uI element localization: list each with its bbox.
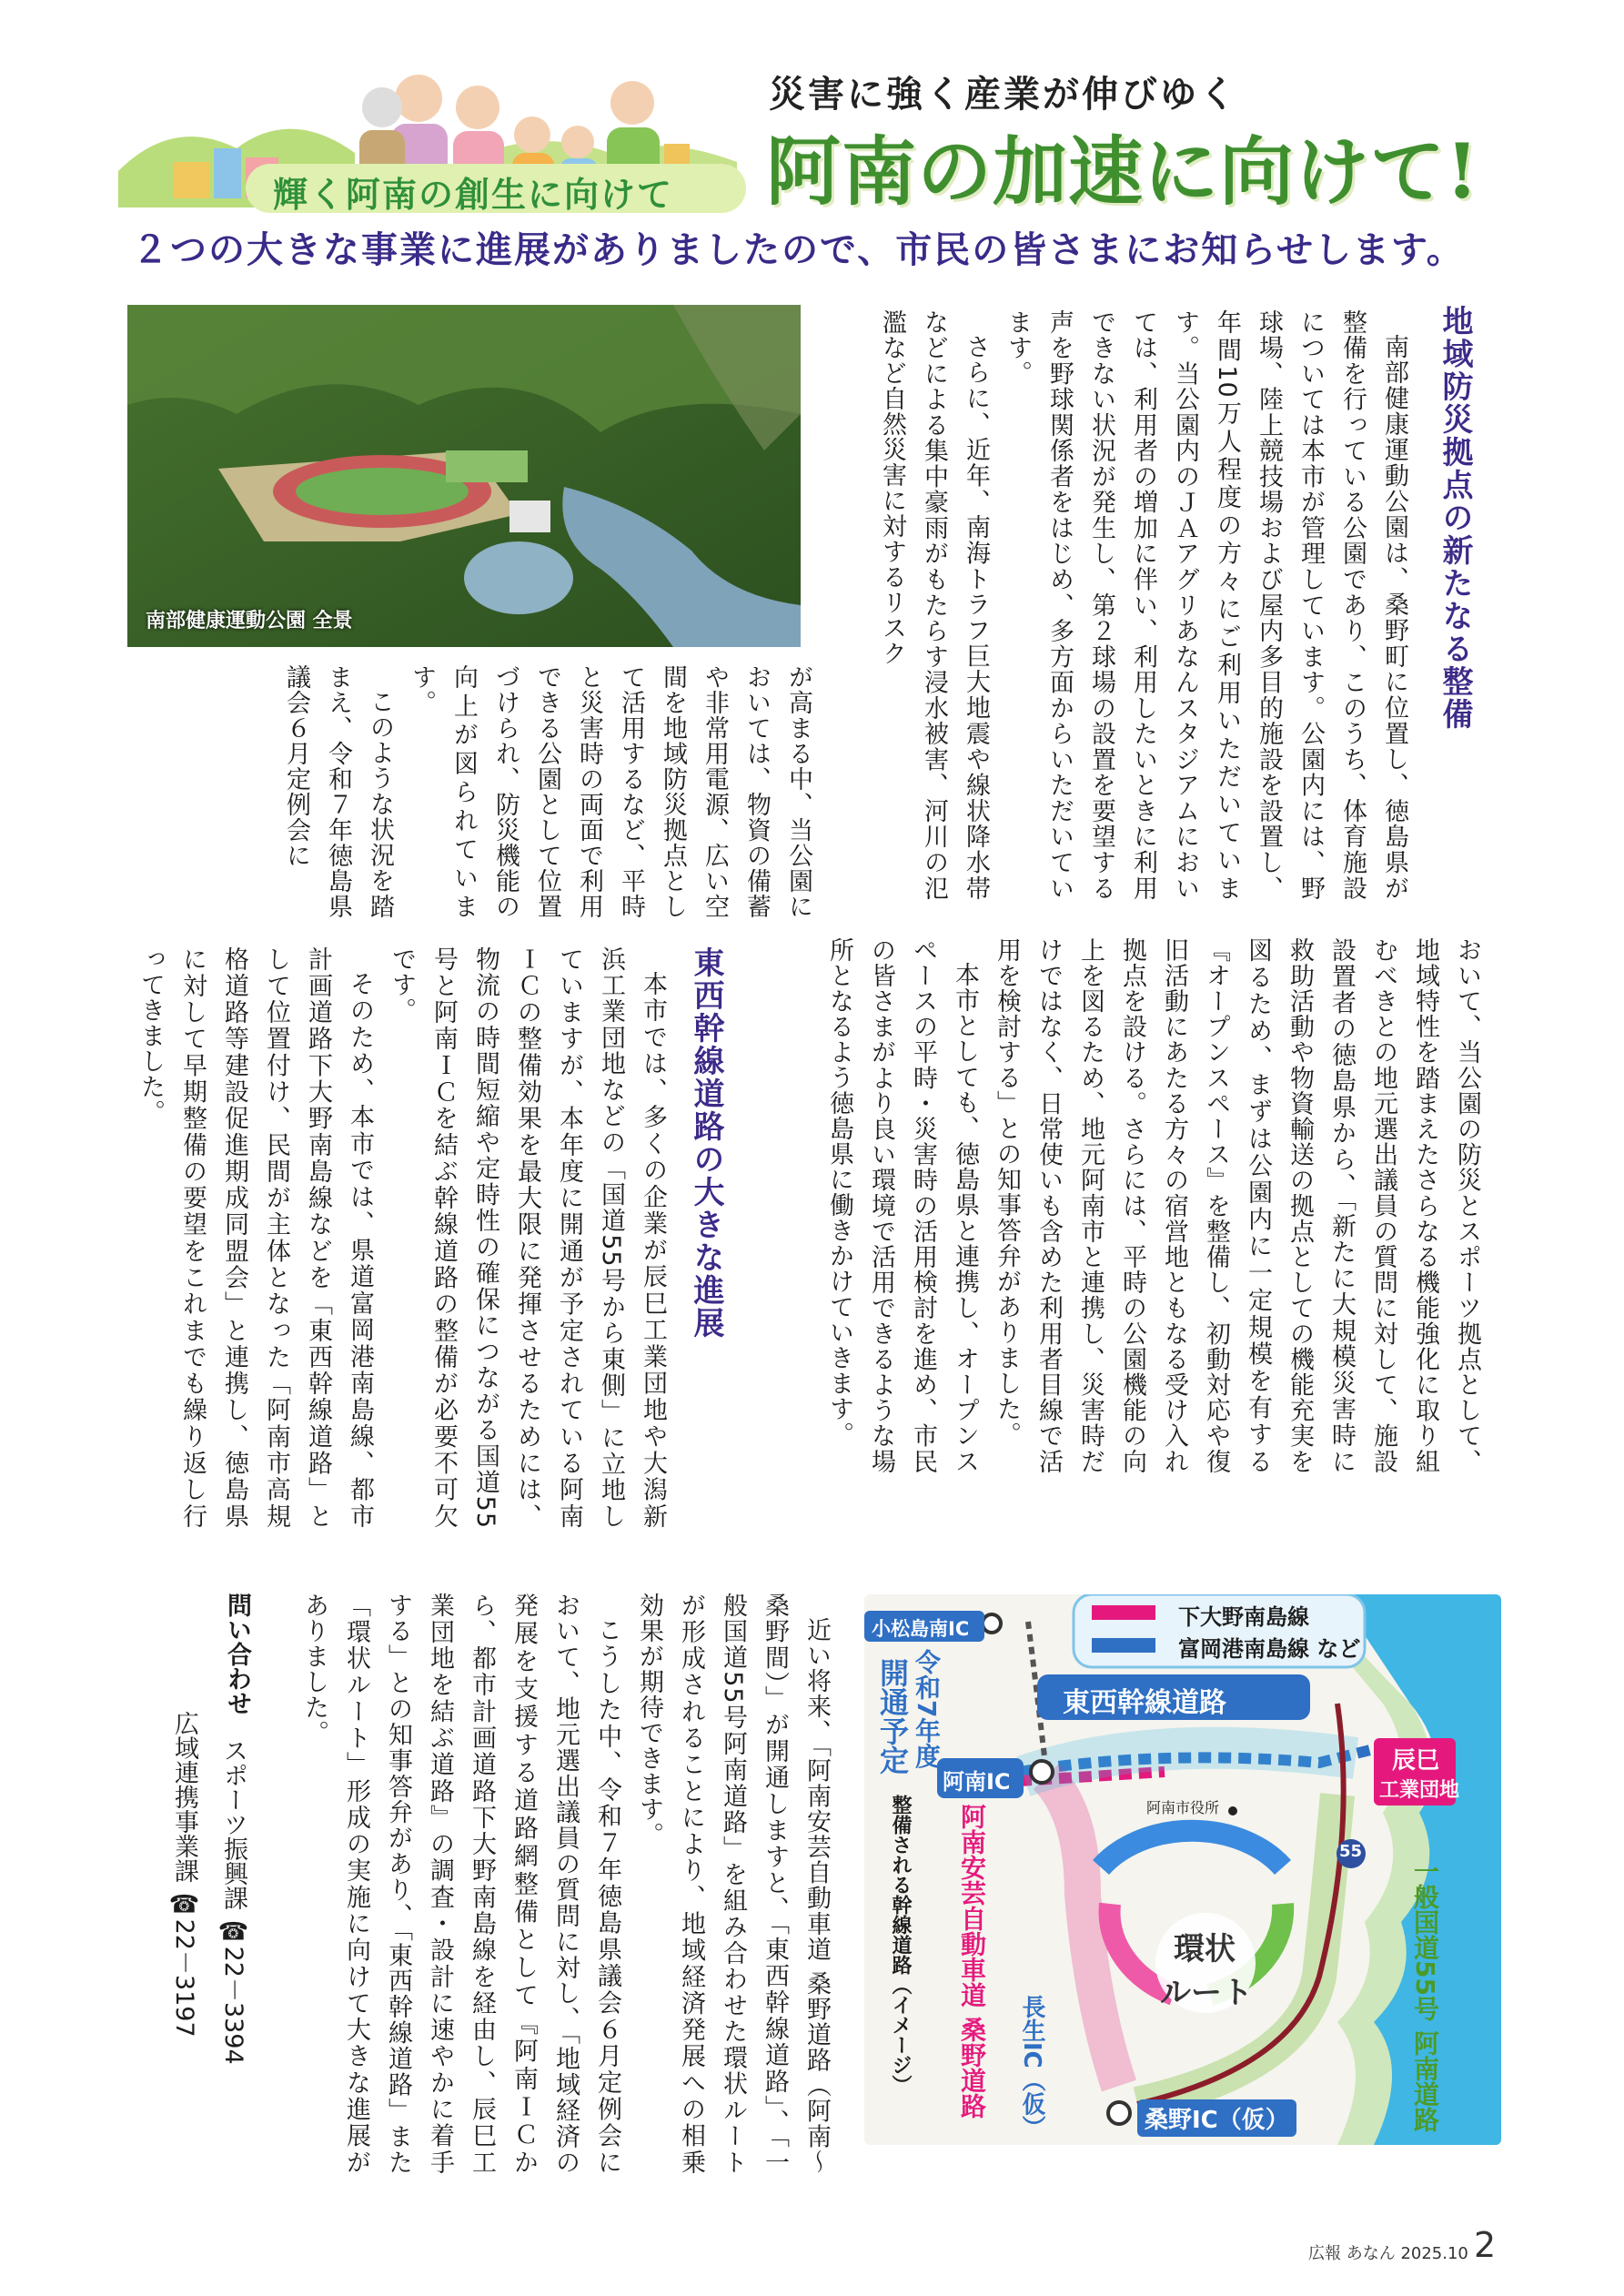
section2-para-2: そのため、本市では、県道富岡港南島線、都市計画道路下大野南島線などを「東西幹線道路」として位置付け、民間が主体となった「阿南市高規格道路等建設促進期成同盟会」と連携し、徳島県に対して早期整備の要望をこれまでも繰り返し行ってきました。 bbox=[136, 946, 374, 1529]
road-map bbox=[864, 1594, 1501, 2145]
east-west-road-label: 東西幹線道路 bbox=[1063, 1687, 1226, 1719]
image-note-label: 整備される幹線道路（イメージ） bbox=[889, 1795, 912, 2095]
subtitle: ２つの大きな事業に進展がありましたので、市民の皆さまにお知らせします。 bbox=[132, 229, 1465, 271]
aki-road-label: 阿南安芸自動車道 桑野道路 bbox=[957, 1804, 987, 2119]
section1-body-mid bbox=[127, 664, 819, 919]
contact-label: 問い合わせ bbox=[223, 1593, 251, 1715]
section2-lower-para-1: 近い将来、「阿南安芸自動車道 桑野道路（阿南～桑野間）」が開通しますと、「東西幹線道路」、「一般国道55号阿南道路」を組み合わせた環状ルートが形成されることにより、地域経済発展への相乗効果が期待できます。 bbox=[635, 1593, 831, 2175]
tatsumi-label-2: 工業団地 bbox=[1379, 1779, 1460, 1802]
contact-block bbox=[136, 1593, 255, 2175]
anan-ic-label: 阿南IC bbox=[943, 1769, 1011, 1795]
photo-caption: 南部健康運動公園 全景 bbox=[146, 610, 353, 632]
contact-line-1: スポーツ振興課 ☎22－3394 bbox=[219, 1738, 247, 2065]
section2-heading: 東西幹線道路の大きな進展 bbox=[688, 946, 724, 1340]
section1-heading: 地域防災拠点の新たなる整備 bbox=[1437, 305, 1473, 731]
tatsumi-label: 辰巳 bbox=[1392, 1747, 1440, 1775]
section1-para-2: さらに、近年、南海トラフ巨大地震や線状降水帯などによる集中豪雨がもたらす浸水被害、河川の氾濫など自然災害に対するリスク bbox=[878, 309, 990, 901]
section1-mid-para-2: このような状況を踏まえ、令和７年徳島県議会６月定例会に bbox=[282, 664, 394, 919]
section1-cont-para-2: 本市としても、徳島県と連携し、オープンスペースの平時・災害時の活用検討を進め、市民の皆さまがより良い環境で活用できるような場所となるよう徳島県に働きかけていきます。 bbox=[825, 937, 979, 1474]
ring-label: 環状 bbox=[1174, 1931, 1236, 1967]
komatsushima-ic-label: 小松島南IC bbox=[872, 1618, 970, 1640]
section1-cont-para-1: おいて、当公園の防災とスポーツ拠点として、地域特性を踏まえたさらなる機能強化に取り組むべきとの地元選出議員の質問に対して、施設設置者の徳島県から、「新たに大規模災害時に救助活動や物資輸送の拠点としての機能充実を図るため、まずは公園内に一定規模を有する『オープンスペース』を整備し、初動対応や復旧活動にあたる方々の宿営地ともなる受け入れ拠点を設ける。さらには、平時の公園機能の向上を図るため、地元阿南市と連携し、災害時だけではなく、日常使いも含めた利用者目線で活用を検討する」との知事答弁がありました。 bbox=[993, 937, 1481, 1474]
cityhall-label: 阿南市役所 bbox=[1146, 1799, 1220, 1816]
section1-body-cont bbox=[755, 937, 1488, 1474]
section1-mid-para-1: が高まる中、当公園においては、物資の備蓄や非常用電源、広い空間を地域防災拠点として活用するなど、平時と災害時の両面で利用できる公園として位置づけられ、防災機能の向上が図られています。 bbox=[408, 664, 812, 919]
main-title: 阿南の加速に向けて! bbox=[766, 128, 1479, 216]
park-aerial-image bbox=[127, 305, 801, 647]
opening-label: 開通予定 bbox=[875, 1658, 910, 1775]
legend-blue-label: 富岡港南島線 など bbox=[1178, 1636, 1361, 1662]
park-photo bbox=[127, 305, 801, 647]
section1-para-1: 南部健康運動公園は、桑野町に位置し、徳島県が整備を行っている公園であり、このうち、体育施設については本市が管理しています。公園内には、野球場、陸上競技場および屋内多目的施設を設置し、年間10万人程度の方々にご利用いただいています。当公園内のＪＡアグリあなんスタジアムにおいては、利用者の増加に伴い、利用したいときに利用できない状況が発生し、第２球場の設置を要望する声を野球関係者をはじめ、多方面からいただいています。 bbox=[1004, 309, 1408, 901]
kuwano-ic-label: 桑野IC（仮） bbox=[1137, 2099, 1296, 2137]
route55-badge: 55 bbox=[1339, 1842, 1363, 1861]
nagao-ic-label: 長生IC（仮） bbox=[1018, 1995, 1045, 2139]
tagline: 災害に強く産業が伸びゆく bbox=[769, 74, 1238, 116]
slogan: 輝く阿南の創生に向けて bbox=[273, 175, 674, 215]
ring-label-2: ルート bbox=[1160, 1975, 1253, 2011]
section2-lower-para-2: こうした中、令和７年徳島県議会６月定例会において、地元選出議員の質問に対し、「地域経済の発展を支援する道路網整備として『阿南ＩＣから、都市計画道路下大野南島線を経由し、辰巳工業団地を結ぶ道路』の調査・設計に速やかに着手する」との知事答弁があり、「東西幹線道路」また「環状ルート」形成の実施に向けて大きな進展がありました。 bbox=[300, 1593, 621, 2175]
section2-body bbox=[136, 946, 673, 1529]
section2-body-lower bbox=[273, 1593, 837, 2175]
contact-line-2: 広域連携事業課 ☎22－3197 bbox=[170, 1711, 198, 2038]
legend-pink-label: 下大野南島線 bbox=[1178, 1604, 1309, 1630]
section1-body-top bbox=[823, 309, 1415, 901]
national-road-label: 一般国道55号 阿南道路 bbox=[1410, 1858, 1440, 2132]
opening-year-label: 令和7年度 bbox=[912, 1649, 942, 1769]
publication-name: 広報 あなん 2025.10 bbox=[1308, 2244, 1468, 2263]
page-number: 2 bbox=[1474, 2225, 1497, 2265]
section2-para-1: 本市では、多くの企業が辰巳工業団地や大潟新浜工業団地などの「国道55号から東側」に立地していますが、本年度に開通が予定されている阿南ＩＣの整備効果を最大限に発揮させるためには、物流の時間短縮や定時性の確保につながる国道55号と阿南ＩＣを結ぶ幹線道路の整備が必要不可欠です。 bbox=[388, 946, 667, 1529]
